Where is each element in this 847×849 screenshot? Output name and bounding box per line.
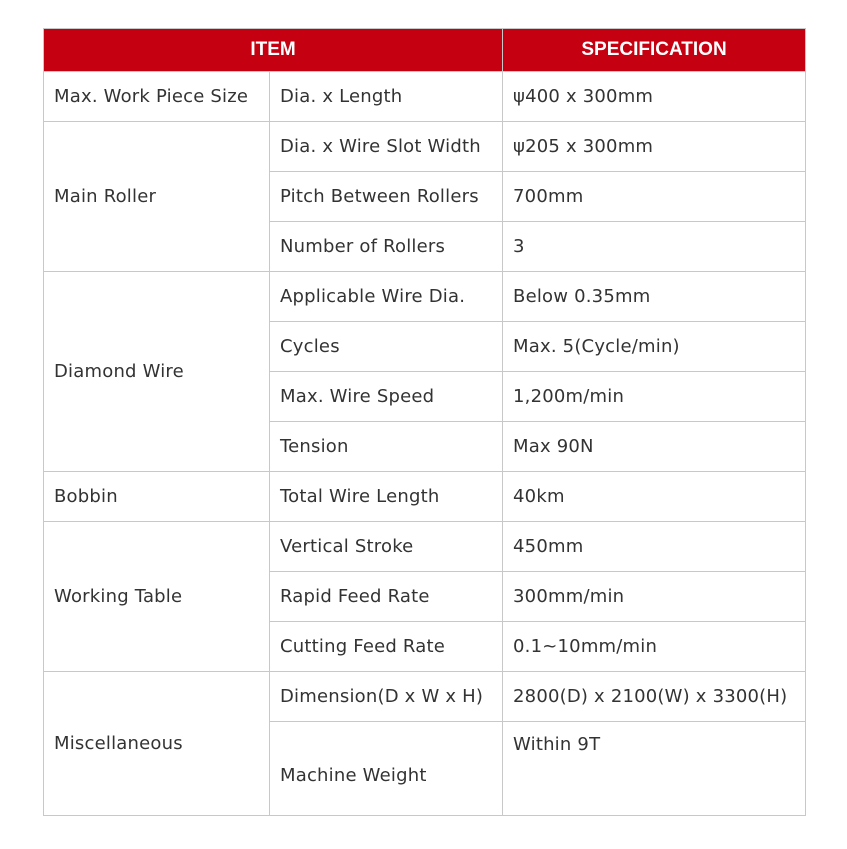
parameter-cell: Machine Weight — [270, 722, 503, 816]
group-label: Miscellaneous — [44, 672, 270, 816]
value-cell: 3 — [503, 222, 806, 272]
header-item: ITEM — [44, 29, 503, 72]
parameter-cell: Total Wire Length — [270, 472, 503, 522]
parameter-cell: Applicable Wire Dia. — [270, 272, 503, 322]
specification-table — [43, 28, 806, 816]
table-row — [44, 72, 806, 122]
value-cell: 2800(D) x 2100(W) x 3300(H) — [503, 672, 806, 722]
value-cell: Within 9T — [503, 722, 806, 816]
value-cell: 0.1~10mm/min — [503, 622, 806, 672]
parameter-cell: Dia. x Length — [270, 72, 503, 122]
value-cell: Below 0.35mm — [503, 272, 806, 322]
value-cell: 700mm — [503, 172, 806, 222]
parameter-cell: Vertical Stroke — [270, 522, 503, 572]
table-row — [44, 472, 806, 522]
parameter-cell: Rapid Feed Rate — [270, 572, 503, 622]
parameter-cell: Max. Wire Speed — [270, 372, 503, 422]
parameter-cell: Number of Rollers — [270, 222, 503, 272]
group-label: Working Table — [44, 522, 270, 672]
table-row — [44, 522, 806, 572]
value-cell: Max 90N — [503, 422, 806, 472]
header-specification: SPECIFICATION — [503, 29, 806, 72]
group-label: Diamond Wire — [44, 272, 270, 472]
value-cell: 450mm — [503, 522, 806, 572]
parameter-cell: Dia. x Wire Slot Width — [270, 122, 503, 172]
parameter-cell: Pitch Between Rollers — [270, 172, 503, 222]
parameter-cell: Cutting Feed Rate — [270, 622, 503, 672]
value-cell: 300mm/min — [503, 572, 806, 622]
parameter-cell: Cycles — [270, 322, 503, 372]
group-label: Max. Work Piece Size — [44, 72, 270, 122]
value-cell: 40km — [503, 472, 806, 522]
value-cell: 1,200m/min — [503, 372, 806, 422]
parameter-cell: Dimension(D x W x H) — [270, 672, 503, 722]
table-row — [44, 272, 806, 322]
table-row — [44, 122, 806, 172]
group-label: Main Roller — [44, 122, 270, 272]
table-header-row — [44, 29, 806, 72]
table-row — [44, 672, 806, 722]
value-cell: Max. 5(Cycle/min) — [503, 322, 806, 372]
group-label: Bobbin — [44, 472, 270, 522]
parameter-cell: Tension — [270, 422, 503, 472]
value-cell: ψ400 x 300mm — [503, 72, 806, 122]
value-cell: ψ205 x 300mm — [503, 122, 806, 172]
